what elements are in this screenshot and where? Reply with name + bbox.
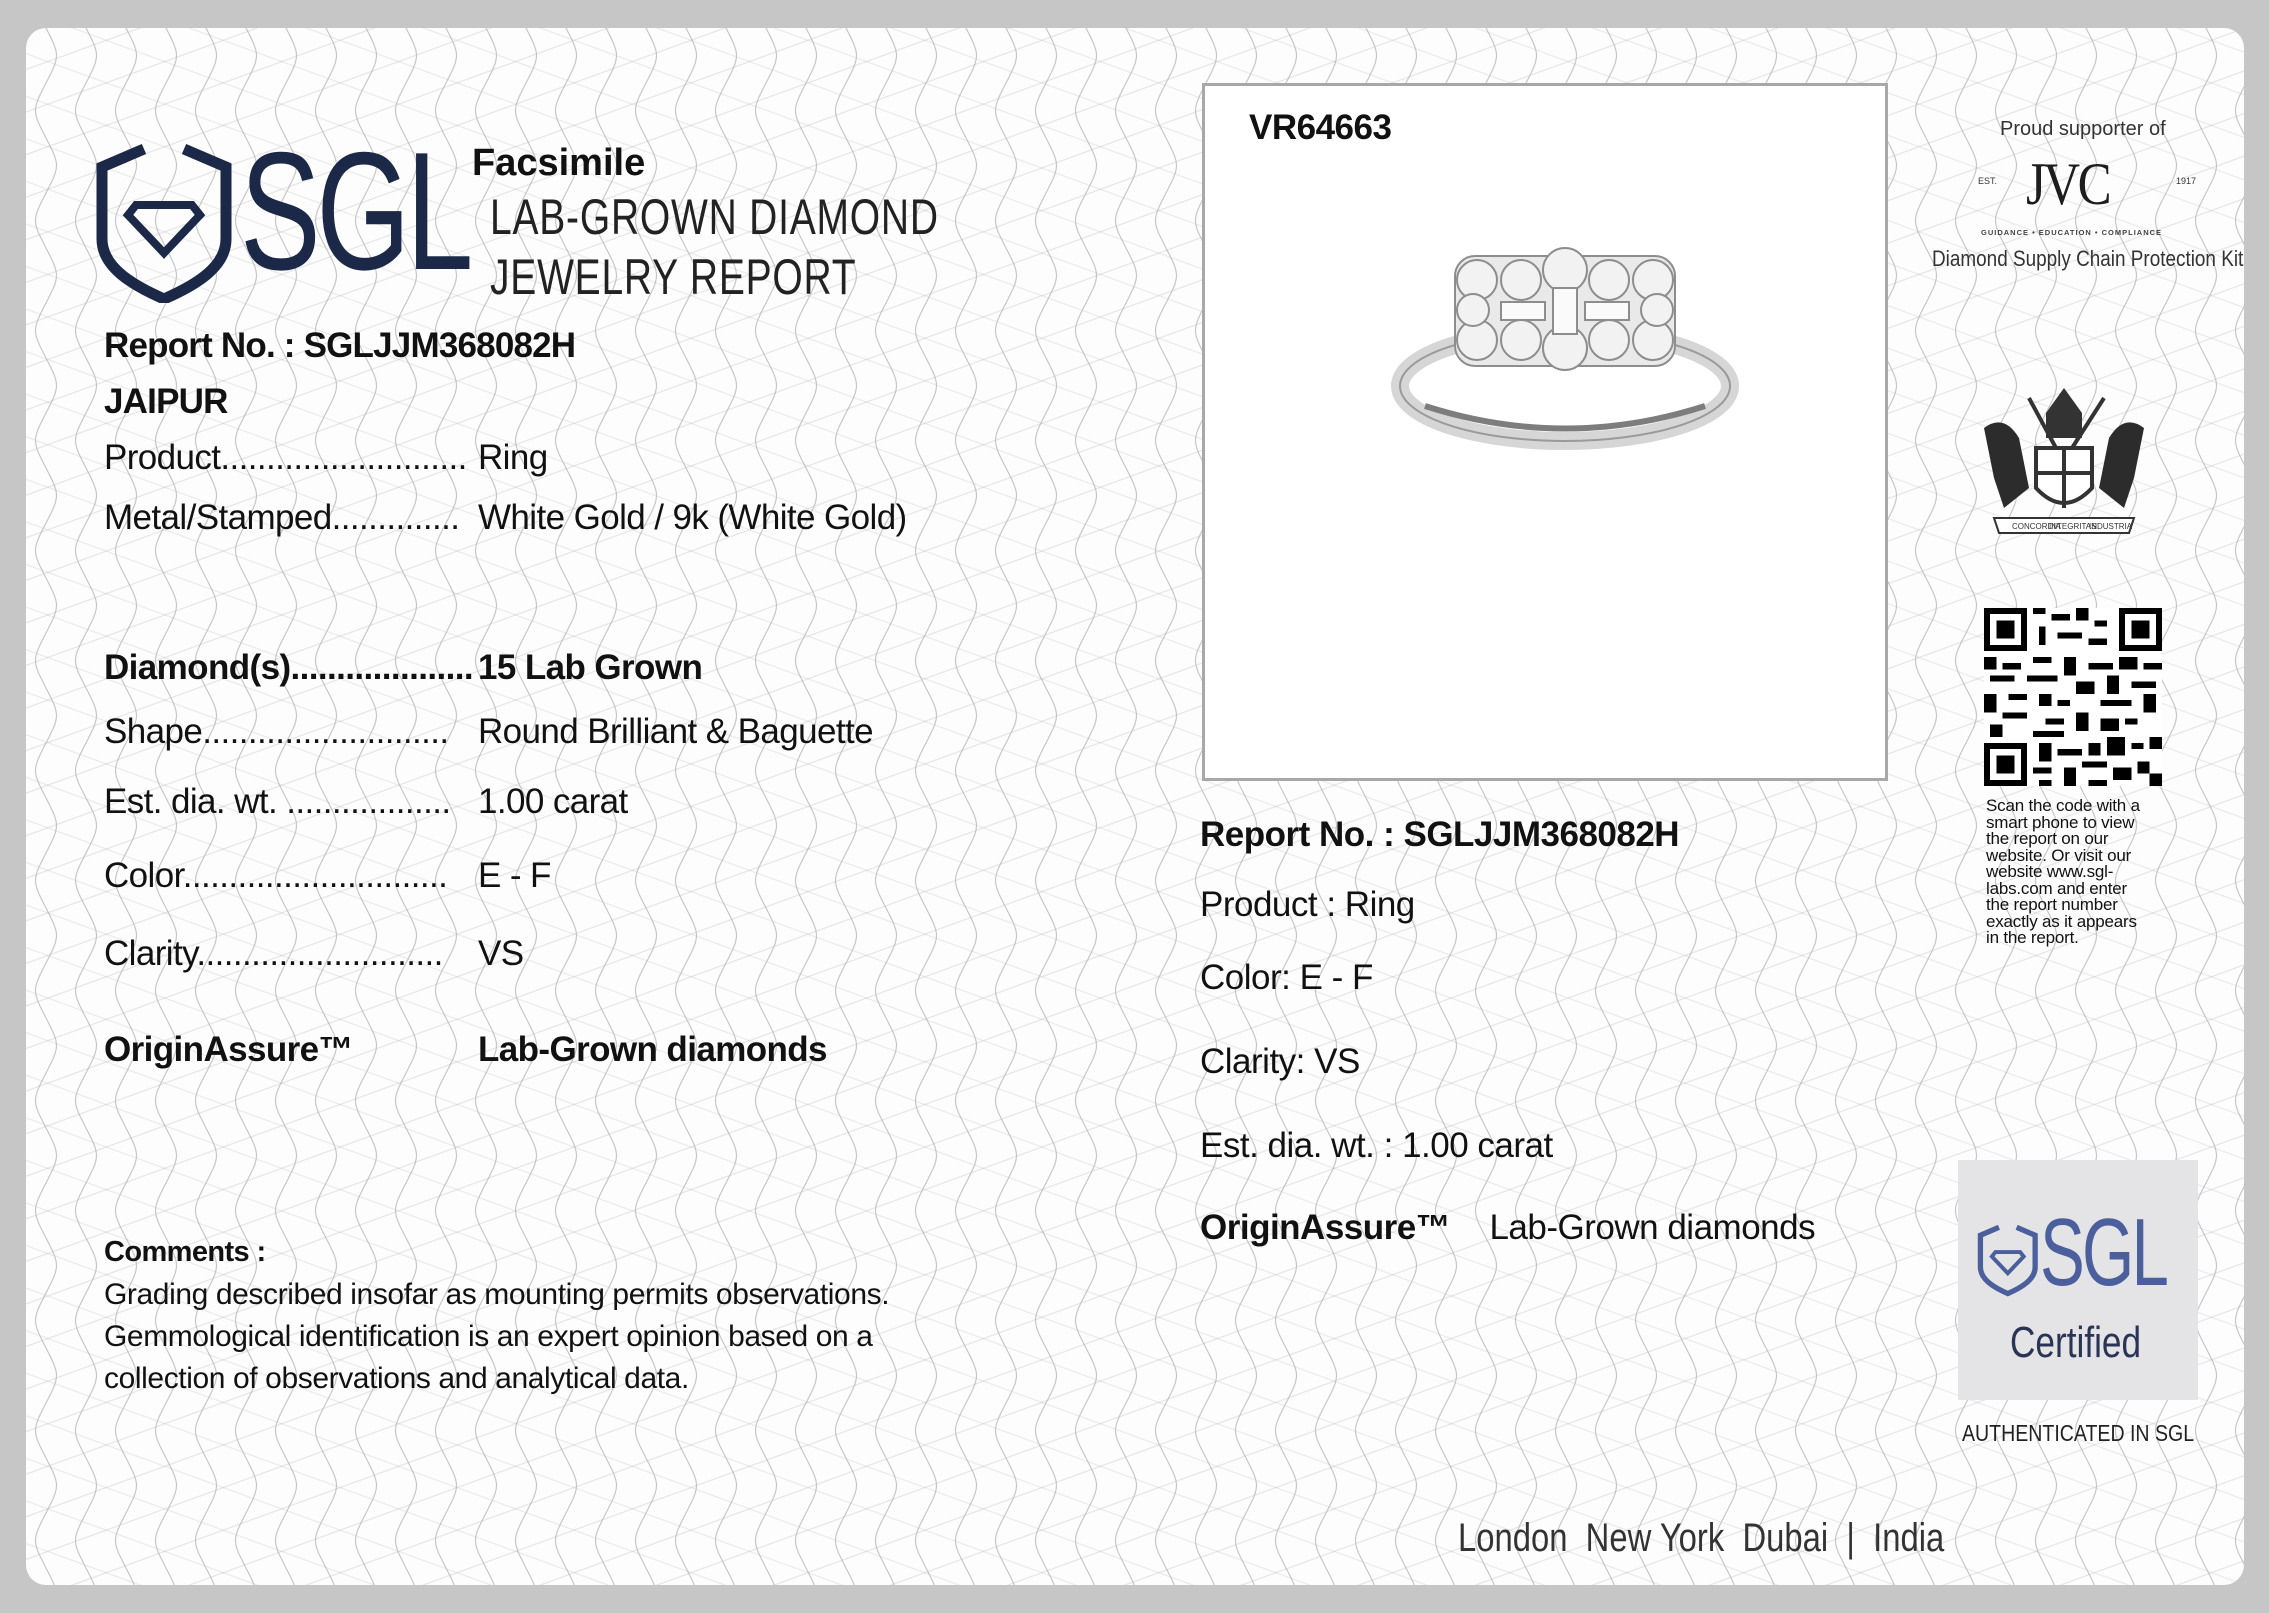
summary-weight: Est. dia. wt. : 1.00 carat bbox=[1200, 1126, 1553, 1165]
field-row-weight bbox=[104, 782, 628, 822]
qr-text-line: Scan the code with a bbox=[1986, 796, 2140, 815]
qr-code-icon[interactable] bbox=[1984, 608, 2162, 786]
report-number: Report No. : SGLJJM368082H bbox=[104, 326, 576, 365]
sgl-brand-text: SGL bbox=[240, 117, 470, 305]
summary-color: Color: E - F bbox=[1200, 958, 1373, 997]
footer-locations: London New York Dubai | India bbox=[1458, 1516, 1945, 1560]
summary-origin bbox=[1200, 1208, 1815, 1248]
field-row-origin bbox=[104, 1030, 827, 1070]
field-row-clarity bbox=[104, 934, 524, 974]
field-value: VS bbox=[478, 934, 524, 973]
qr-text-line: website. Or visit our bbox=[1986, 845, 2132, 865]
field-label: Color............................. bbox=[104, 856, 448, 895]
field-value: Ring bbox=[478, 438, 548, 477]
qr-text-line: smart phone to view bbox=[1986, 812, 2135, 832]
origin-value: Lab-Grown diamonds bbox=[1489, 1208, 1816, 1247]
ring-image bbox=[1385, 236, 1745, 456]
report-title-line1: LAB-GROWN DIAMOND bbox=[490, 189, 939, 245]
origin-value: Lab-Grown diamonds bbox=[478, 1030, 827, 1069]
field-label: Metal/Stamped.............. bbox=[104, 498, 460, 537]
jvc-est-label: EST. bbox=[1978, 176, 1998, 186]
jvc-supporter-text: Proud supporter of bbox=[2000, 118, 2166, 140]
sgl-certified-badge bbox=[1958, 1160, 2198, 1400]
comments-line-1: Grading described insofar as mounting permits observations. bbox=[104, 1278, 890, 1311]
comments-title: Comments : bbox=[104, 1236, 266, 1268]
authenticated-label: AUTHENTICATED IN SGL bbox=[1962, 1420, 2195, 1446]
field-value: 15 Lab Grown bbox=[478, 648, 703, 687]
qr-text-line: in the report. bbox=[1986, 928, 2079, 947]
summary-report-number: Report No. : SGLJJM368082H bbox=[1200, 815, 1680, 854]
comments-line-3: collection of observations and analytical data. bbox=[104, 1362, 689, 1395]
field-row-metal bbox=[104, 498, 907, 538]
qr-instructions bbox=[1986, 798, 2166, 947]
sgl-certified-shield-icon bbox=[1976, 1216, 2040, 1304]
field-label: Diamond(s).................... bbox=[104, 648, 473, 687]
crest-motto-center: INTEGRITAS bbox=[2049, 522, 2097, 531]
facsimile-label: Facsimile bbox=[472, 142, 646, 184]
coat-of-arms-icon bbox=[1964, 368, 2164, 548]
qr-text-line: the report on our bbox=[1986, 829, 2109, 848]
field-label: Clarity........................... bbox=[104, 934, 443, 973]
field-row-color bbox=[104, 856, 551, 896]
summary-clarity: Clarity: VS bbox=[1200, 1042, 1360, 1081]
origin-label: OriginAssure™ bbox=[104, 1030, 353, 1069]
field-row-shape bbox=[104, 712, 873, 752]
field-value: 1.00 carat bbox=[478, 782, 628, 821]
field-value: White Gold / 9k (White Gold) bbox=[478, 498, 907, 537]
qr-text-line: labs.com and enter bbox=[1986, 878, 2127, 898]
product-photo-frame bbox=[1202, 83, 1888, 781]
qr-text-line: the report number bbox=[1986, 895, 2118, 914]
jvc-tagline: GUIDANCE • EDUCATION • COMPLIANCE bbox=[1981, 228, 2163, 237]
field-value: E - F bbox=[478, 856, 551, 895]
field-label: Shape........................... bbox=[104, 712, 449, 751]
certified-label: Certified bbox=[2010, 1318, 2142, 1367]
crest-motto-left: CONCORDIA bbox=[2012, 522, 2061, 531]
summary-product: Product : Ring bbox=[1200, 885, 1415, 924]
comments-line-2: Gemmological identification is an expert opinion based on a bbox=[104, 1320, 873, 1353]
report-card bbox=[26, 28, 2244, 1585]
jvc-kit-text: Diamond Supply Chain Protection Kit bbox=[1932, 246, 2244, 271]
report-title-line2: JEWELRY REPORT bbox=[490, 249, 857, 305]
city-label: JAIPUR bbox=[104, 382, 228, 421]
sgl-shield-logo-icon bbox=[92, 143, 242, 303]
item-code: VR64663 bbox=[1249, 108, 1392, 147]
qr-text-line: exactly as it appears bbox=[1986, 911, 2137, 931]
qr-text-line: website www.sgl- bbox=[1986, 862, 2114, 881]
field-row-diamonds bbox=[104, 648, 703, 688]
field-row-product bbox=[104, 438, 548, 478]
field-label: Est. dia. wt. .................. bbox=[104, 782, 451, 821]
jvc-logo: JVC bbox=[2026, 151, 2110, 217]
field-label: Product........................... bbox=[104, 438, 467, 477]
crest-motto-right: INDUSTRIA bbox=[2089, 522, 2133, 531]
jvc-year: 1917 bbox=[2176, 176, 2197, 186]
sgl-certified-brand: SGL bbox=[2040, 1199, 2167, 1306]
field-value: Round Brilliant & Baguette bbox=[478, 712, 873, 751]
origin-label: OriginAssure™ bbox=[1200, 1208, 1451, 1247]
